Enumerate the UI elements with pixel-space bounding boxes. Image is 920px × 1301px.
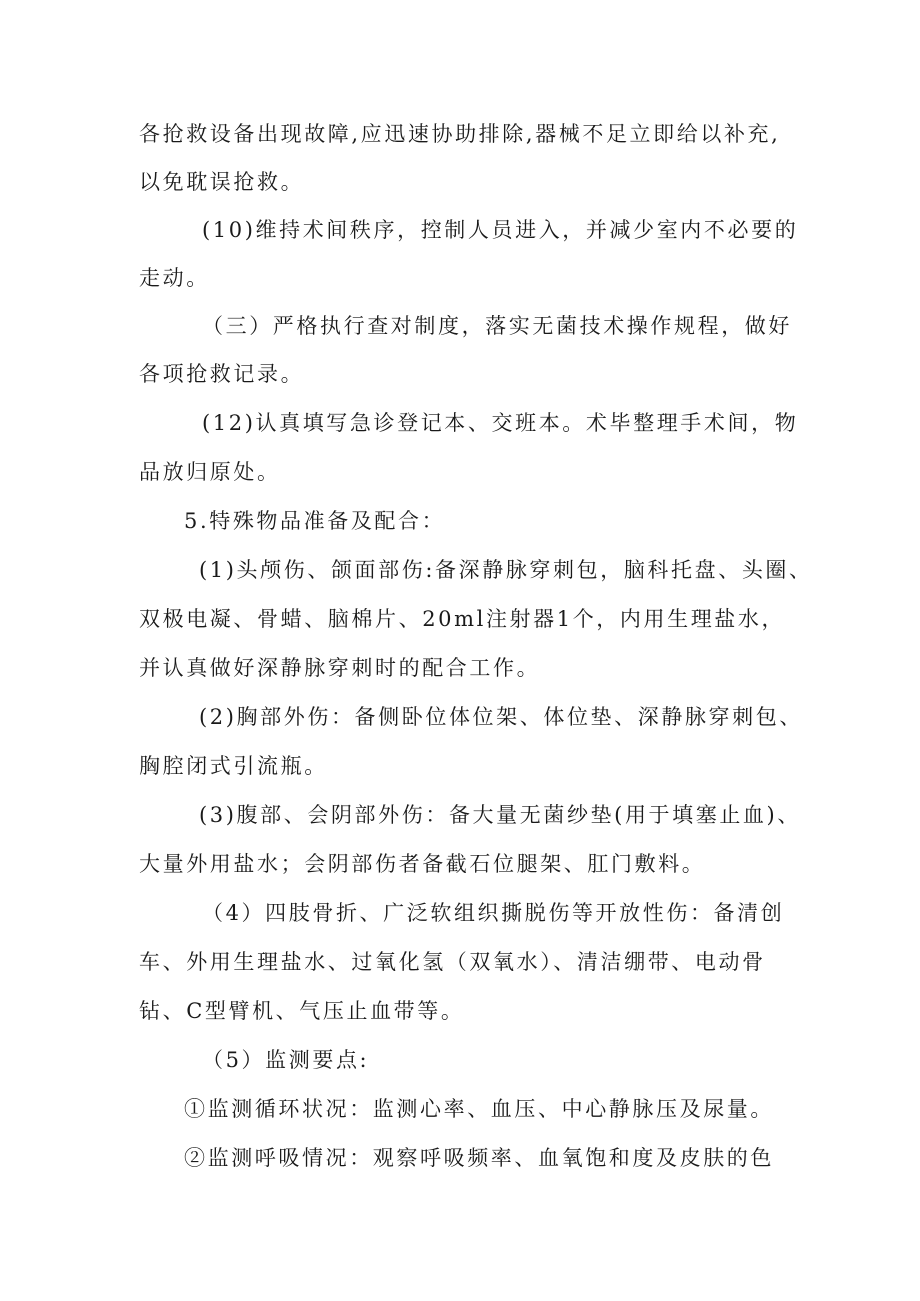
text-line: ②监测呼吸情况：观察呼吸频率、血氧饱和度及皮肤的色 <box>184 1146 774 1170</box>
text-line: (1)头颅伤、颌面部伤:备深静脉穿刺包，脑科托盘、头圈、 <box>199 558 813 582</box>
text-line: (2)胸部外伤：备侧卧位体位架、体位垫、深静脉穿刺包、 <box>199 705 803 729</box>
text-line: 各抢救设备出现故障,应迅速协助排除,器械不足立即给以补充, <box>139 122 781 146</box>
text-line: 大量外用盐水；会阴部伤者备截石位腿架、肛门敷料。 <box>139 852 706 876</box>
text-line: （4）四肢骨折、广泛软组织撕脱伤等开放性伤：备清创 <box>202 901 785 925</box>
text-line: ①监测循环状况：监测心率、血压、中心静脉压及尿量。 <box>184 1097 774 1121</box>
text-line: 5.特殊物品准备及配合： <box>184 509 446 533</box>
text-line: 以免耽误抢救。 <box>139 170 305 194</box>
text-line: 品放归原处。 <box>139 460 281 484</box>
text-line: 并认真做好深静脉穿刺时的配合工作。 <box>139 656 541 680</box>
text-line: 胸腔闭式引流瓶。 <box>139 754 328 778</box>
text-line: (3)腹部、会阴部外伤：备大量无菌纱垫(用于填塞止血)、 <box>199 803 801 827</box>
text-line: 双极电凝、骨蜡、脑棉片、20ml注射器1个，内用生理盐水， <box>139 607 786 631</box>
text-line: （5）监测要点: <box>202 1048 370 1072</box>
text-line: (10)维持术间秩序，控制人员进入，并减少室内不必要的 <box>202 218 799 242</box>
text-line: (12)认真填写急诊登记本、交班本。术毕整理手术间，物 <box>202 411 799 435</box>
text-line: 各项抢救记录。 <box>139 362 305 386</box>
text-line: （三）严格执行查对制度，落实无菌技术操作规程，做好 <box>202 314 792 338</box>
text-line: 钻、C型臂机、气压止血带等。 <box>139 999 465 1023</box>
text-line: 车、外用生理盐水、过氧化氢（双氧水）、清洁绷带、电动骨 <box>139 950 766 974</box>
text-line: 走动。 <box>139 266 210 290</box>
